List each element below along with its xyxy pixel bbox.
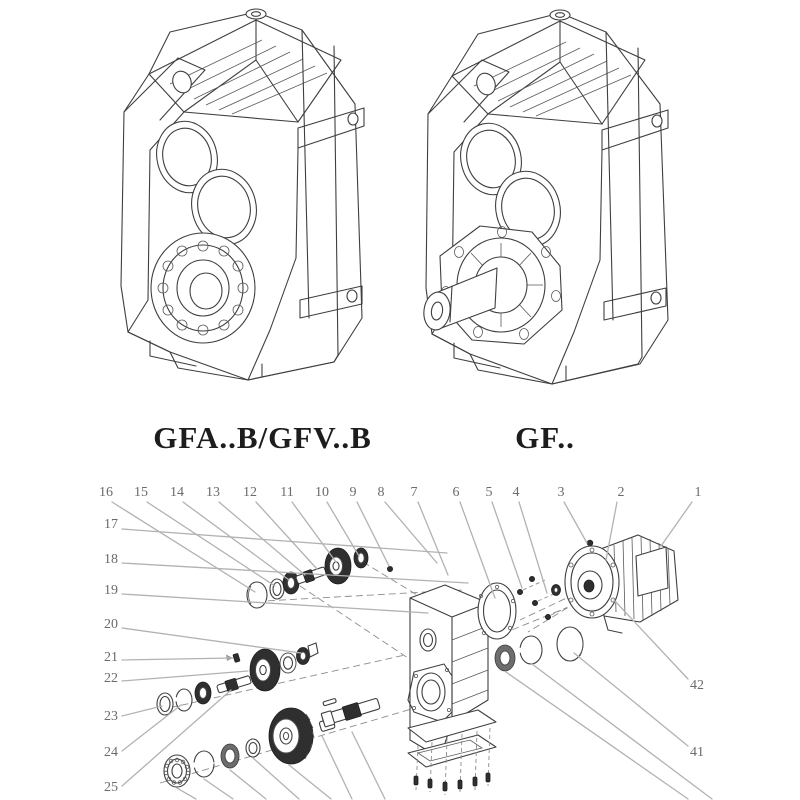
- callout-number-8: 8: [377, 485, 385, 500]
- callout-number-14: 14: [170, 485, 184, 500]
- adapter-flange-ring: [478, 583, 516, 639]
- output-gear: [269, 708, 314, 764]
- label-gfa-b-gfv-b: GFA..B/GFV..B: [153, 420, 372, 455]
- cut-leader-3: [230, 770, 266, 799]
- callout-number-19: 19: [104, 583, 118, 598]
- gearbox-figure-hollow: [121, 9, 364, 380]
- cut-leader-9: [532, 664, 712, 799]
- leader-line-6: [460, 502, 495, 598]
- callout-number-7: 7: [410, 485, 418, 500]
- cut-leader-5: [289, 765, 331, 799]
- leader-line-11: [292, 502, 336, 562]
- callout-number-12: 12: [243, 485, 257, 500]
- leader-line-8: [385, 502, 437, 563]
- callout-number-25: 25: [104, 780, 118, 795]
- label-gf: GF..: [515, 420, 575, 455]
- intermediate-train: [157, 643, 318, 715]
- leader-line-21: [122, 658, 233, 660]
- intermediate-pinion: [216, 674, 252, 694]
- cut-leader-1: [177, 788, 196, 799]
- cut-leader-6: [322, 736, 352, 799]
- callout-number-13: 13: [206, 485, 220, 500]
- motor-unit: [565, 535, 678, 633]
- leader-line-1: [661, 502, 692, 546]
- leader-line-16: [112, 502, 255, 592]
- terminal-box: [636, 547, 668, 596]
- leader-line-24: [122, 705, 181, 751]
- leader-line-7: [418, 502, 448, 575]
- callout-number-21: 21: [104, 650, 118, 665]
- leader-line-14: [183, 502, 289, 580]
- callout-number-1: 1: [694, 485, 702, 500]
- leader-line-23: [122, 706, 162, 716]
- callout-number-5: 5: [485, 485, 493, 500]
- callout-layer: [99, 485, 712, 799]
- leader-line-20: [122, 628, 301, 653]
- callout-number-16: 16: [99, 485, 113, 500]
- cover-bolts: [414, 773, 490, 791]
- leader-line-10: [327, 502, 359, 556]
- gearbox-figure-solid: [421, 10, 668, 384]
- callout-number-23: 23: [104, 709, 118, 724]
- cut-leader-7: [352, 732, 385, 799]
- leader-line-22: [122, 671, 248, 681]
- callout-number-3: 3: [557, 485, 565, 500]
- callout-number-6: 6: [452, 485, 460, 500]
- callout-number-20: 20: [104, 617, 118, 632]
- callout-number-2: 2: [617, 485, 625, 500]
- leader-line-15: [147, 502, 275, 586]
- figure-labels: [0, 417, 800, 463]
- callout-number-4: 4: [512, 485, 520, 500]
- callout-number-42: 42: [690, 678, 704, 693]
- callout-number-17: 17: [104, 517, 118, 532]
- callout-number-11: 11: [280, 485, 294, 500]
- callout-number-24: 24: [104, 745, 118, 760]
- ball-bearing: [164, 755, 190, 787]
- exploded-parts-diagram: [0, 470, 800, 800]
- input-pinion-shaft: [295, 565, 327, 585]
- hollow-shaft-bearing: [151, 233, 255, 343]
- leader-line-3: [564, 502, 587, 543]
- callout-number-15: 15: [134, 485, 148, 500]
- callout-number-41: 41: [690, 745, 704, 760]
- leader-line-5: [492, 502, 522, 588]
- callout-number-9: 9: [349, 485, 357, 500]
- cut-leader-8: [506, 672, 688, 799]
- cut-leader-2: [204, 779, 233, 799]
- callout-number-22: 22: [104, 671, 118, 686]
- callout-number-10: 10: [315, 485, 329, 500]
- callout-number-18: 18: [104, 552, 118, 567]
